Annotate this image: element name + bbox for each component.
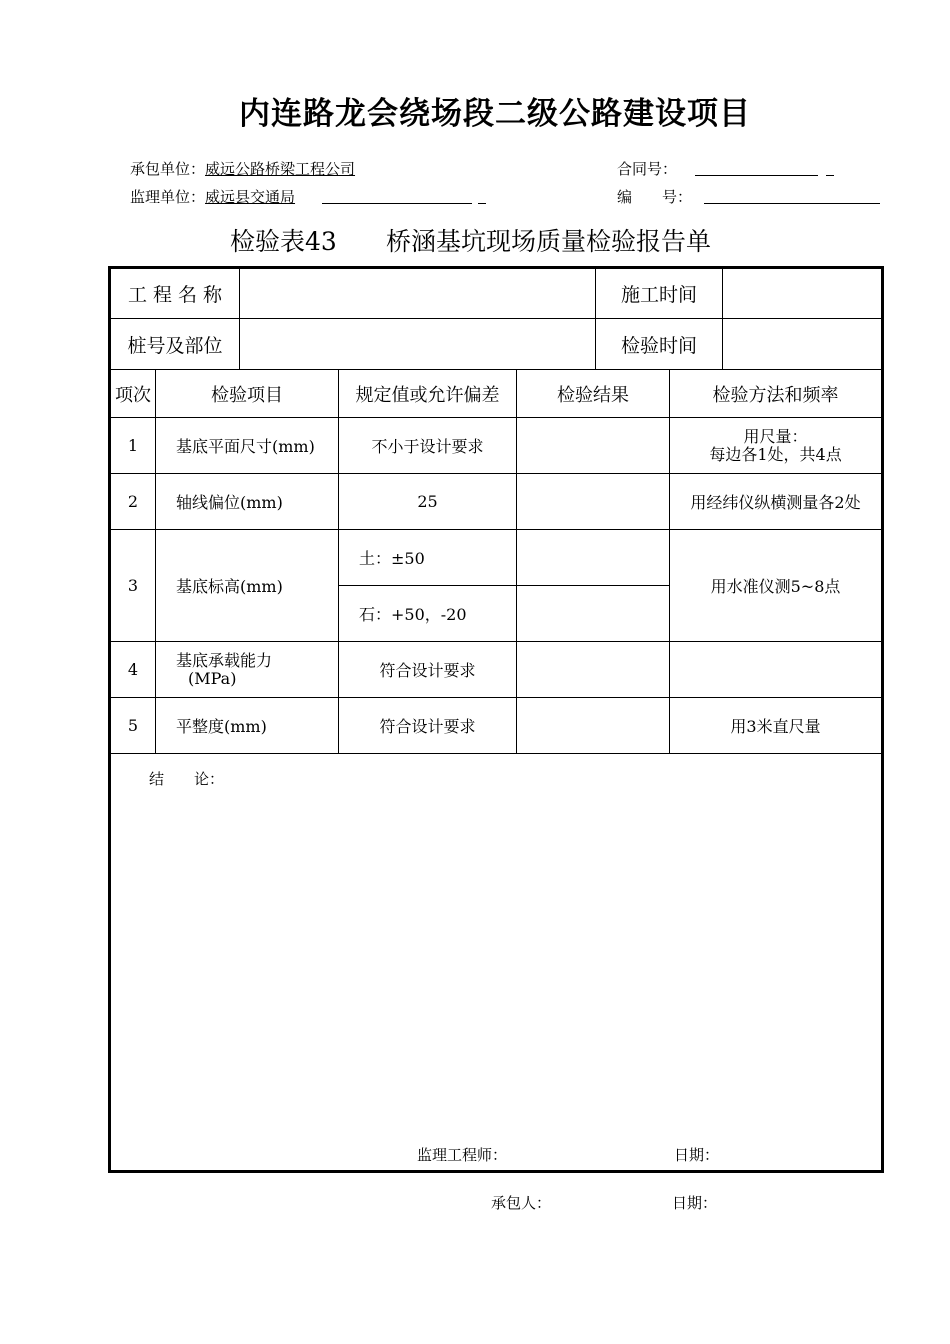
row-method-line2: 每边各1处，共4点 xyxy=(709,444,842,464)
inspection-time-label: 检验时间 xyxy=(596,319,723,370)
row-method: 用水准仪测5~8点 xyxy=(670,530,883,642)
supervisor-underline xyxy=(322,203,472,204)
table-row xyxy=(110,698,883,754)
row-method: 用经纬仪纵横测量各2处 xyxy=(670,474,883,530)
supervisor-underline-tail xyxy=(478,203,486,204)
form-name: 桥涵基坑现场质量检验报告单 xyxy=(386,227,712,256)
construction-time-label: 施工时间 xyxy=(596,268,723,319)
row-result[interactable] xyxy=(517,418,670,474)
number-field xyxy=(704,203,880,204)
row-item: 平整度(mm) xyxy=(156,698,339,754)
contractor-date-label: 日期： xyxy=(672,1194,718,1212)
page-title: 内连路龙会绕场段二级公路建设项目 xyxy=(239,96,751,132)
row-spec: 不小于设计要求 xyxy=(339,418,517,474)
number-label: 编 号： xyxy=(617,188,693,206)
contract-no-label: 合同号： xyxy=(617,160,678,178)
row-item xyxy=(156,642,339,698)
contractor-sign-label: 承包人： xyxy=(491,1194,552,1212)
row-spec-rock: 石：+50，-20 xyxy=(339,586,517,642)
row-item: 基底标高(mm) xyxy=(156,530,339,642)
form-code: 检验表43 xyxy=(230,227,337,256)
row-item-line1: 基底承载能力 xyxy=(176,650,273,670)
construction-time-value[interactable] xyxy=(723,268,883,319)
row-method: 用3米直尺量 xyxy=(670,698,883,754)
row-no: 5 xyxy=(110,698,156,754)
station-label: 桩号及部位 xyxy=(110,319,240,370)
column-header: 检验方法和频率 xyxy=(670,370,883,418)
conclusion-cell[interactable] xyxy=(110,754,883,1172)
row-item: 基底平面尺寸(mm) xyxy=(156,418,339,474)
table-row xyxy=(110,418,883,474)
row-item-line2: (MPa) xyxy=(188,668,237,688)
inspection-time-value[interactable] xyxy=(723,319,883,370)
row-spec: 符合设计要求 xyxy=(339,642,517,698)
conclusion-label: 结 论： xyxy=(149,770,225,788)
column-header: 检验项目 xyxy=(156,370,339,418)
row-result[interactable] xyxy=(517,698,670,754)
row-result[interactable] xyxy=(517,530,670,586)
table-row xyxy=(110,474,883,530)
supervisor-label: 监理单位： xyxy=(130,188,206,206)
column-header: 检验结果 xyxy=(517,370,670,418)
row-no: 3 xyxy=(110,530,156,642)
row-no: 4 xyxy=(110,642,156,698)
engineer-label: 监理工程师： xyxy=(417,1146,508,1164)
table-row xyxy=(110,642,883,698)
project-name-label: 工 程 名 称 xyxy=(110,268,240,319)
station-value[interactable] xyxy=(240,319,596,370)
column-header: 项次 xyxy=(110,370,156,418)
project-name-value[interactable] xyxy=(240,268,596,319)
inspection-table xyxy=(108,266,884,1173)
row-method-line1: 用尺量： xyxy=(743,426,808,446)
row-item: 轴线偏位(mm) xyxy=(156,474,339,530)
row-no: 2 xyxy=(110,474,156,530)
contractor-label: 承包单位： xyxy=(130,160,206,178)
contract-no-field xyxy=(695,175,818,176)
row-spec: 25 xyxy=(339,474,517,530)
column-header: 规定值或允许偏差 xyxy=(339,370,517,418)
supervisor-value: 威远县交通局 xyxy=(205,188,296,206)
table-row xyxy=(110,530,883,586)
row-no: 1 xyxy=(110,418,156,474)
row-method xyxy=(670,642,883,698)
row-method xyxy=(670,418,883,474)
contractor-value: 威远公路桥梁工程公司 xyxy=(205,160,356,178)
supervisor-row xyxy=(130,186,295,207)
row-spec: 符合设计要求 xyxy=(339,698,517,754)
engineer-date-label: 日期： xyxy=(674,1146,720,1164)
row-result[interactable] xyxy=(517,642,670,698)
row-result[interactable] xyxy=(517,586,670,642)
row-result[interactable] xyxy=(517,474,670,530)
contractor-row xyxy=(130,158,355,179)
contract-no-field-tail xyxy=(826,175,834,176)
row-spec-soil: 土：±50 xyxy=(339,530,517,586)
